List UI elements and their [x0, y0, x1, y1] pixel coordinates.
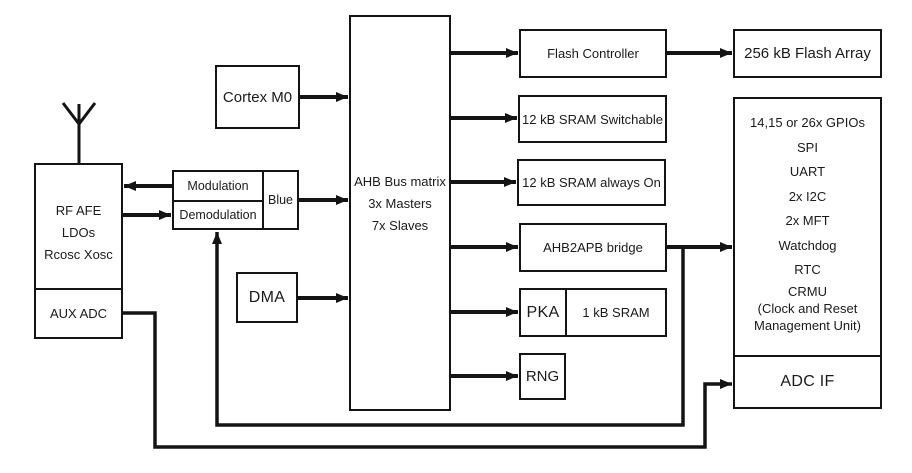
peripherals-list — [735, 111, 880, 283]
blue-cell — [264, 172, 297, 228]
ahb-labels — [351, 171, 449, 237]
modem-block — [172, 170, 299, 230]
ahb-slaves: 7x Slaves — [371, 218, 429, 233]
crmu-lines — [735, 283, 880, 334]
list-line: 2x I2C — [788, 188, 827, 204]
antenna-icon — [63, 103, 95, 163]
ldos-line: LDOs — [61, 225, 96, 240]
rf-afe-block — [34, 163, 123, 290]
flash-controller-block — [519, 29, 667, 78]
sram-switchable-block — [518, 95, 667, 143]
peripherals-block — [733, 97, 882, 357]
list-line: RTC — [794, 262, 821, 277]
pka-block — [519, 288, 567, 337]
dma-label: DMA — [248, 288, 286, 306]
list-line: 14,15 or 26x GPIOs — [750, 115, 865, 130]
rcosc-xosc-line: Rcosc Xosc — [44, 247, 113, 262]
demodulation-cell — [174, 202, 264, 228]
sram-switchable-label: 12 kB SRAM Switchable — [522, 111, 663, 127]
aux-adc-label: AUX ADC — [49, 306, 108, 321]
pka-sram-block — [565, 288, 667, 337]
cortex-m0-block — [215, 65, 300, 129]
aux-adc-block — [34, 288, 123, 339]
rng-block — [519, 353, 566, 400]
blue-label: Blue — [267, 193, 294, 207]
modulation-label: Modulation — [187, 179, 249, 193]
rng-label: RNG — [525, 368, 560, 385]
sram-always-on-label: 12 kB SRAM always On — [522, 175, 661, 190]
rf-afe-line: RF AFE — [55, 203, 102, 218]
rf-afe-labels — [36, 200, 121, 266]
list-line: Management Unit) — [754, 317, 861, 333]
cortex-m0-label: Cortex M0 — [222, 88, 293, 106]
ahb-bus-matrix-block — [349, 15, 451, 411]
adc-if-block — [733, 355, 882, 409]
list-line: 2x MFT — [785, 213, 830, 228]
ahb-title: AHB Bus matrix — [354, 174, 446, 189]
flash-controller-label: Flash Controller — [547, 46, 639, 61]
ahb2apb-bridge-block — [519, 223, 667, 272]
pka-label: PKA — [526, 303, 560, 321]
dma-block — [236, 272, 298, 323]
flash-array-block — [733, 29, 882, 78]
ahb2apb-bridge-label: AHB2APB bridge — [543, 240, 643, 255]
pka-sram-label: 1 kB SRAM — [582, 305, 650, 320]
list-line: CRMU — [788, 283, 827, 299]
list-line: UART — [789, 164, 826, 179]
modulation-cell — [174, 172, 264, 202]
sram-always-on-block — [517, 159, 666, 206]
flash-array-label: 256 kB Flash Array — [744, 45, 871, 62]
list-line: SPI — [797, 139, 818, 155]
adc-if-label: ADC IF — [780, 373, 835, 390]
list-line: Watchdog — [778, 237, 837, 253]
demodulation-label: Demodulation — [179, 208, 257, 222]
list-line: (Clock and Reset — [757, 300, 858, 316]
ahb-masters: 3x Masters — [368, 196, 432, 211]
